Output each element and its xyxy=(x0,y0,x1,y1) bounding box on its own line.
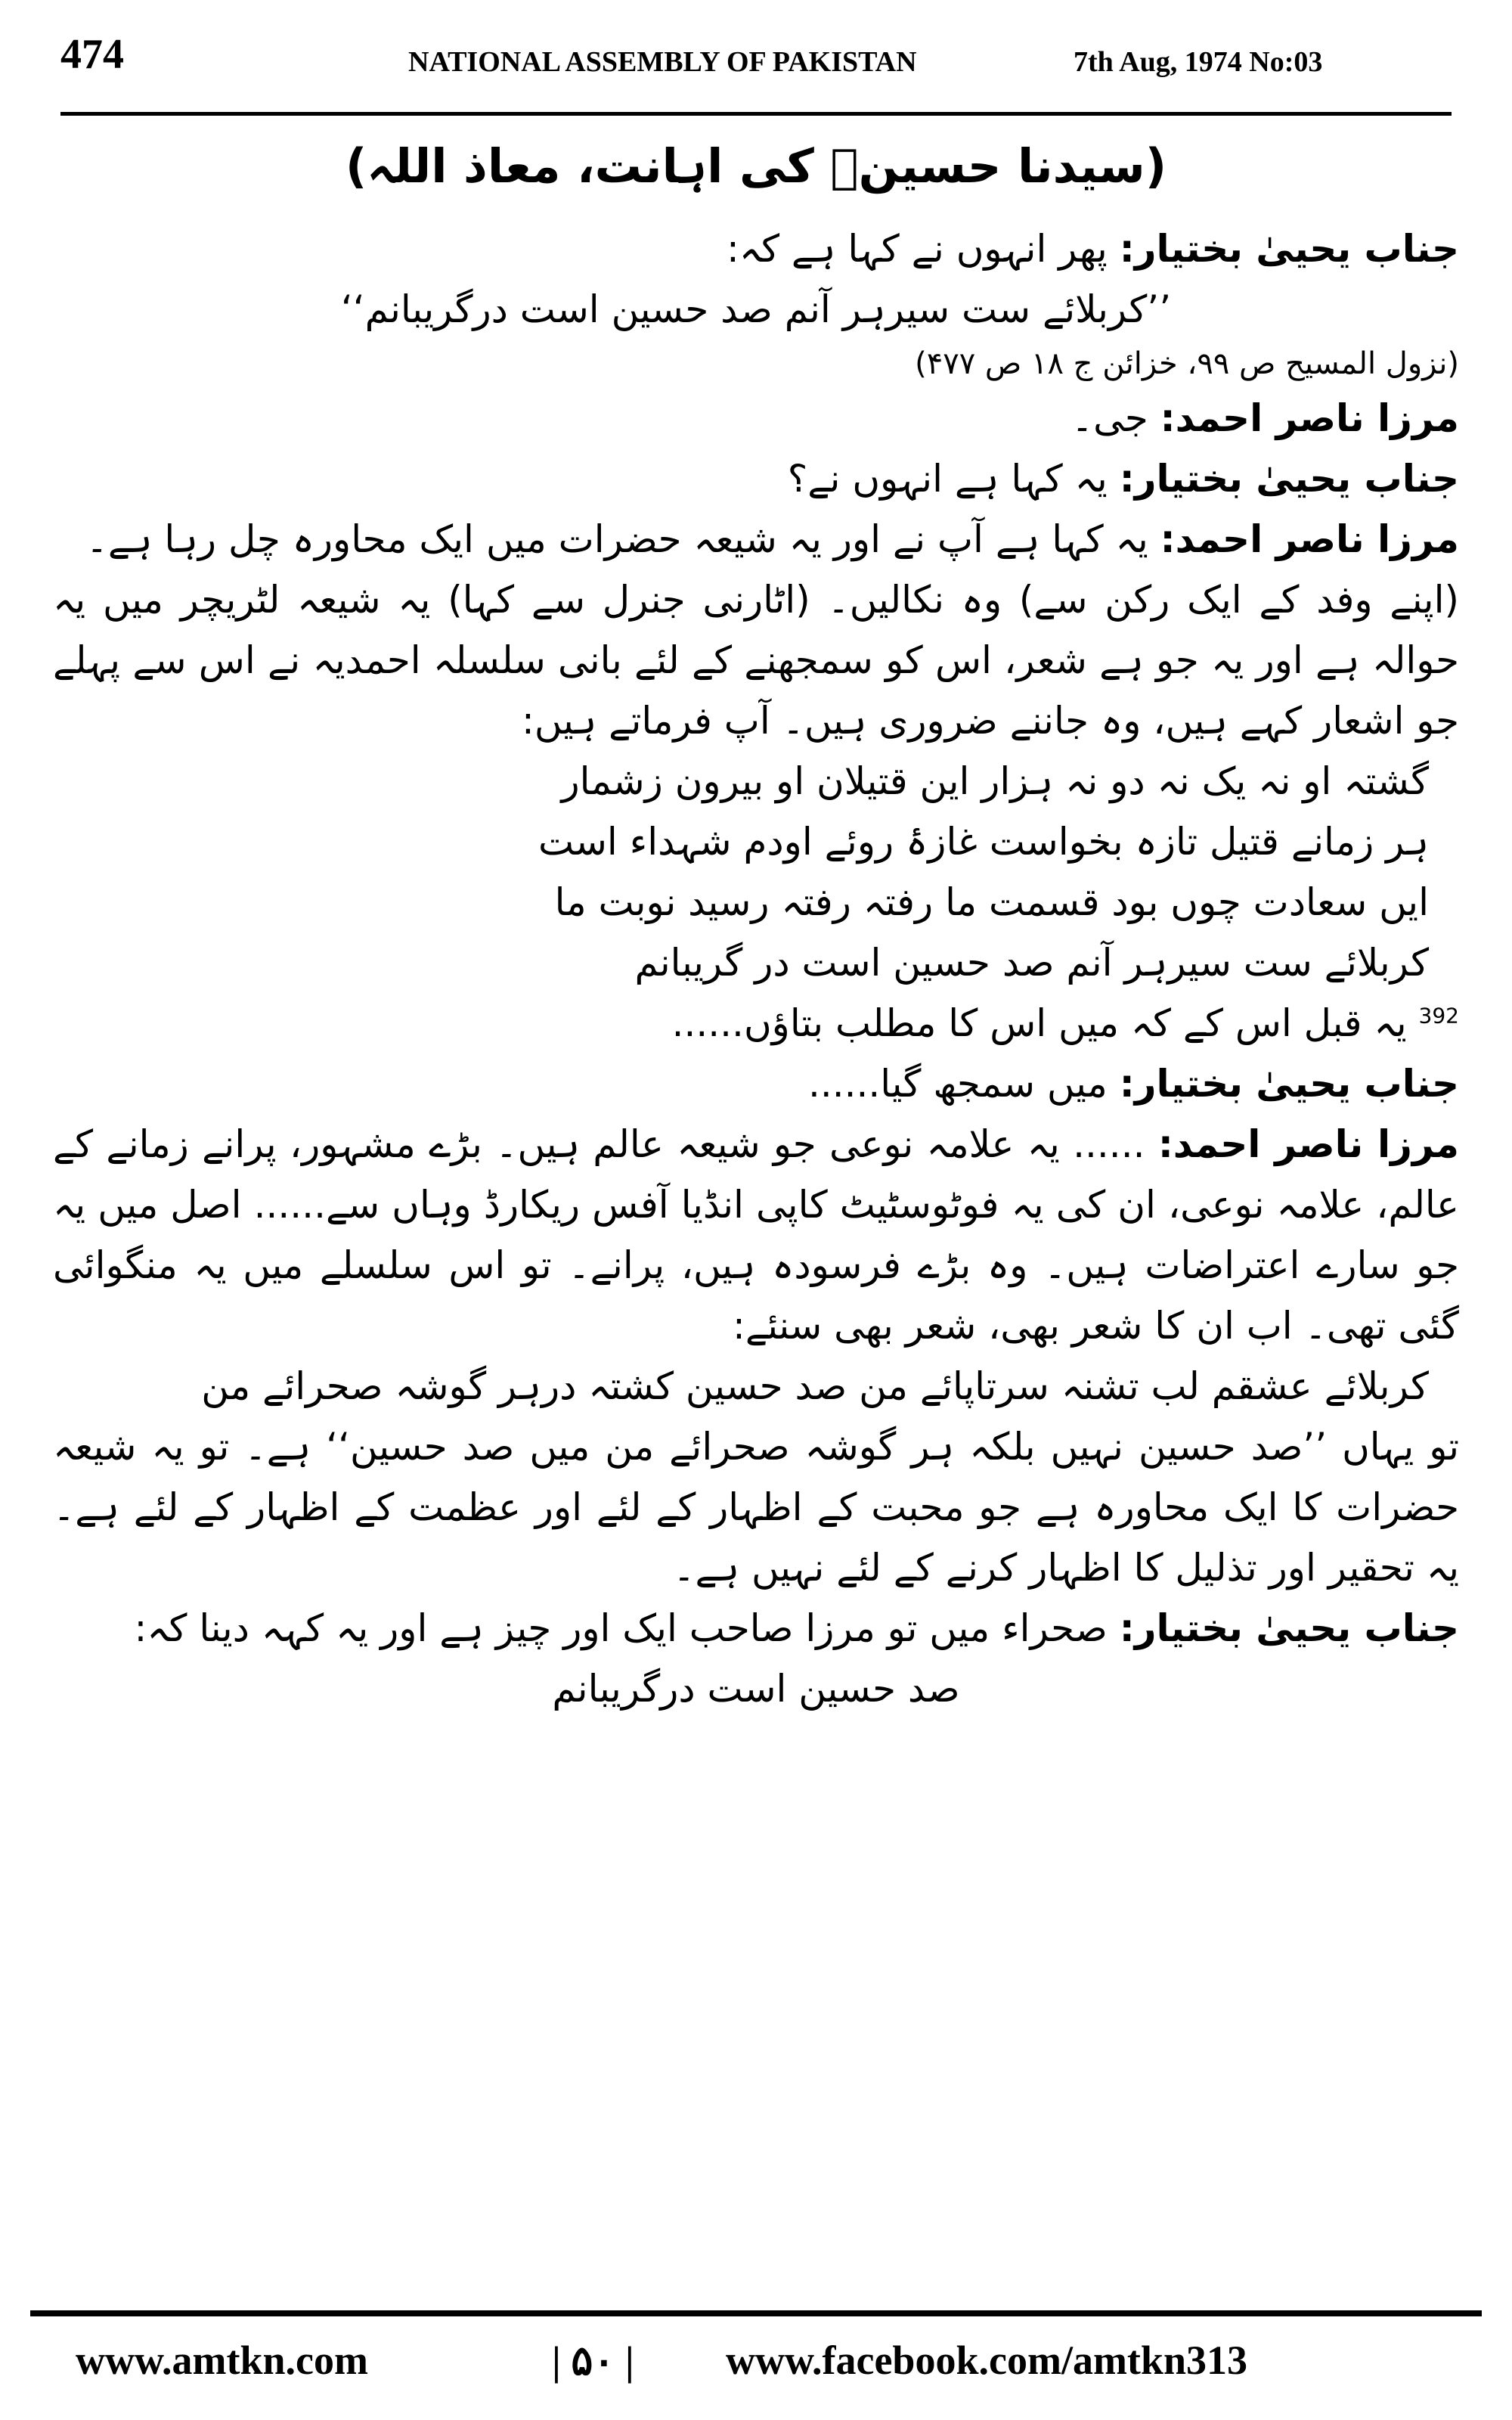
paragraph xyxy=(53,219,1459,279)
reference: (نزول المسیح ص ۹۹، خزائن ج ۱۸ ص ۴۷۷) xyxy=(915,346,1459,382)
speaker-yahya: جناب یحییٰ بختیار: xyxy=(1119,1062,1459,1106)
paragraph xyxy=(53,509,1459,569)
paragraph xyxy=(53,388,1459,448)
paragraph: تو یہاں ’’صد حسین نہیں بلکہ ہر گوشہ صحرائے من میں صد حسین‘‘ ہے۔ تو یہ شیعہ حضرات کا ایک محاورہ ہے جو محبت کے اظہار کے لئے اور عظمت کے اظہار کے لئے ہے۔ یہ تحقیر اور تذلیل کا اظہار کرنے کے لئے نہیں ہے۔ xyxy=(53,1425,1459,1590)
header-date: 7th Aug, 1974 No:03 xyxy=(1074,46,1323,78)
paragraph xyxy=(53,1598,1459,1658)
verse-line: ہر زمانے قتیل تازہ بخواست غازۂ روئے اودم شہداء است xyxy=(538,820,1429,864)
verse-line: ایں سعادت چوں بود قسمت ما رفتہ رفتہ رسید نوبت ما xyxy=(554,880,1429,925)
speech-text: میں سمجھ گیا...... xyxy=(807,1062,1108,1106)
footnote-marker: 392 xyxy=(1418,1003,1459,1028)
paragraph: (اپنے وفد کے ایک رکن سے) وہ نکالیں۔ (اٹارنی جنرل سے کہا) یہ شیعہ لٹریچر میں یہ حوالہ ہے اور یہ جو ہے شعر، اس کو سمجھنے کے لئے بانی سلسلہ احمدیہ نے اس سے پہلے جو اشعار کہے ہیں، وہ جاننے ضروری ہیں۔ آپ فرماتے ہیں: xyxy=(53,578,1459,743)
speech-text: صحراء میں تو مرزا صاحب ایک اور چیز ہے اور یہ کہہ دینا کہ: xyxy=(134,1606,1108,1651)
speech-text: یہ قبل اس کے کہ میں اس کا مطلب بتاؤں...... xyxy=(671,1001,1407,1046)
paragraph xyxy=(53,1053,1459,1114)
page-content xyxy=(53,121,1459,2261)
speaker-yahya: جناب یحییٰ بختیار: xyxy=(1119,227,1459,271)
verse-line: گشتہ او نہ یک نہ دو نہ ہزار این قتیلان او بیرون زشمار xyxy=(561,759,1429,804)
header-rule xyxy=(60,112,1452,116)
verse-line: کربلائے ست سیرہر آنم صد حسین است در گریبانم xyxy=(634,941,1429,985)
speech-text: جی۔ xyxy=(1070,396,1148,441)
footer-rule xyxy=(30,2310,1482,2316)
verse-line: صد حسین است درگریبانم xyxy=(552,1667,960,1711)
section-title: (سیدنا حسینؓ کی اہانت، معاذ اللہ) xyxy=(345,138,1167,194)
speech-text: ...... یہ علامہ نوعی جو شیعہ عالم ہیں۔ بڑے مشہور، پرانے زمانے کے عالم، علامہ نوعی، ان کی یہ فوٹوسٹیٹ کاپی انڈیا آفس ریکارڈ وہاں سے...... اصل میں یہ جو سارے اعتراضات ہیں۔ وہ بڑے فرسودہ ہیں، پرانے۔ تو اس سلسلے میں یہ منگوائی گئی تھی۔ اب ان کا شعر بھی، شعر بھی سنئے: xyxy=(53,1122,1459,1348)
page-footer xyxy=(30,2329,1482,2390)
speech-text: یہ کہا ہے انہوں نے؟ xyxy=(787,457,1108,501)
footer-facebook-link[interactable]: www.facebook.com/amtkn313 xyxy=(726,2338,1247,2383)
paragraph xyxy=(53,1114,1459,1356)
speech-text: پھر انہوں نے کہا ہے کہ: xyxy=(727,227,1108,271)
speaker-mirza: مرزا ناصر احمد: xyxy=(1160,517,1459,562)
speaker-yahya: جناب یحییٰ بختیار: xyxy=(1119,1606,1459,1651)
header-title: NATIONAL ASSEMBLY OF PAKISTAN xyxy=(408,46,917,78)
footer-page-number: | ۵۰ | xyxy=(552,2338,634,2384)
footer-website-link[interactable]: www.amtkn.com xyxy=(76,2338,368,2383)
speaker-mirza: مرزا ناصر احمد: xyxy=(1160,396,1459,441)
page-header xyxy=(30,30,1482,91)
verse-line: کربلائے عشقم لب تشنہ سرتاپائے من صد حسین کشتہ درہر گوشہ صحرائے من xyxy=(201,1364,1429,1409)
speaker-yahya: جناب یحییٰ بختیار: xyxy=(1119,457,1459,501)
speaker-mirza: مرزا ناصر احمد: xyxy=(1157,1122,1459,1167)
paragraph xyxy=(53,448,1459,509)
speech-text: یہ کہا ہے آپ نے اور یہ شیعہ حضرات میں ایک محاورہ چل رہا ہے۔ xyxy=(85,517,1148,562)
quote-verse: ’’کربلائے ست سیرہر آنم صد حسین است درگریبانم‘‘ xyxy=(340,287,1172,332)
page-number: 474 xyxy=(60,31,124,78)
paragraph xyxy=(53,993,1459,1053)
